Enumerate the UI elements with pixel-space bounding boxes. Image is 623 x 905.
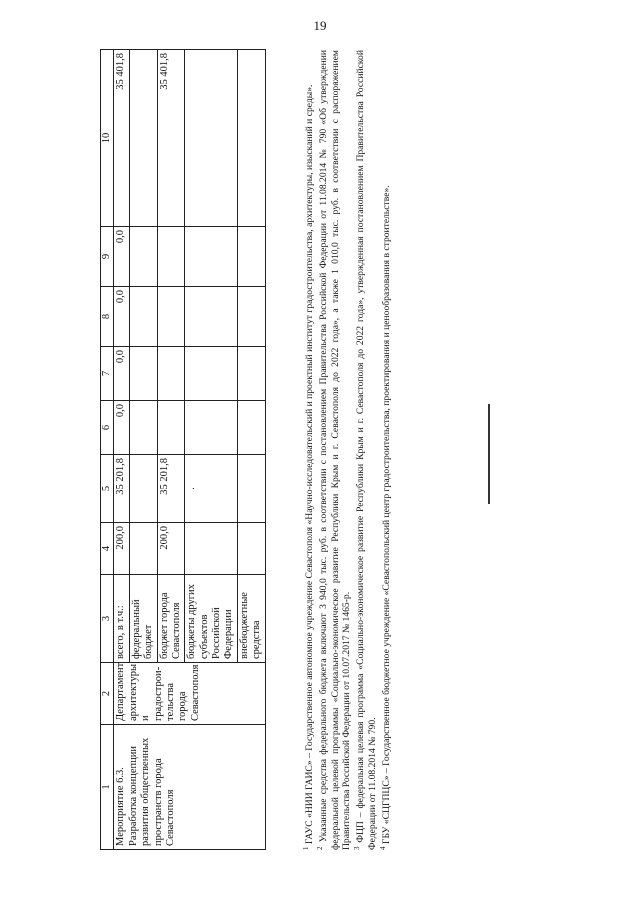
value-cell bbox=[157, 287, 185, 347]
separator-rule bbox=[488, 404, 490, 504]
footnote-mark: 2 bbox=[315, 846, 324, 850]
table-row bbox=[114, 50, 129, 850]
executor-cell: Департамент архитектуры и градострои-тельства города Севастополя bbox=[114, 663, 265, 725]
value-cell bbox=[157, 347, 185, 401]
value-cell: 0,0 bbox=[114, 401, 129, 455]
footnotes bbox=[302, 50, 393, 850]
footnote-2 bbox=[316, 50, 353, 850]
value-cell: . bbox=[185, 455, 238, 523]
source-cell: бюджеты других субъектов Российской Федерации bbox=[185, 575, 238, 663]
header-cell: 9 bbox=[101, 227, 114, 287]
value-cell: 0,0 bbox=[114, 347, 129, 401]
header-cell: 4 bbox=[101, 523, 114, 575]
source-cell: бюджет города Севастополя bbox=[157, 575, 185, 663]
header-cell: 7 bbox=[101, 347, 114, 401]
header-cell: 5 bbox=[101, 455, 114, 523]
footnote-text: ГБУ «СЦГПЦС» – Государственное бюджетное учреждение «Севастопольский центр градостроительства, проектирования и ценообразования в строительстве». bbox=[380, 185, 392, 845]
value-cell: 0,0 bbox=[114, 227, 129, 287]
source-cell: внебюджетные средства bbox=[237, 575, 265, 663]
measure-cell: Мероприятие 6.3. Разработка концепции развития общественных пространств города Севастополя bbox=[114, 725, 265, 850]
value-cell bbox=[129, 50, 157, 227]
value-cell bbox=[237, 455, 265, 523]
footnote-mark: 4 bbox=[378, 846, 387, 850]
value-cell bbox=[129, 455, 157, 523]
value-cell bbox=[129, 287, 157, 347]
value-cell: 200,0 bbox=[157, 523, 185, 575]
header-cell: 6 bbox=[101, 401, 114, 455]
value-cell: 35 401,8 bbox=[157, 50, 185, 227]
financing-table bbox=[100, 49, 266, 850]
footnote-3 bbox=[353, 50, 379, 850]
footnote-text: ГАУС «НИИ ГАИС» – Государственное автономное учреждение Севастополя «Научно-исследовательский и проектный институт градостроительства, архитектуры, изысканий и среды». bbox=[304, 84, 316, 845]
footnote-mark: 1 bbox=[302, 846, 310, 850]
header-cell: 2 bbox=[101, 663, 114, 725]
value-cell bbox=[237, 347, 265, 401]
page-number: 19 bbox=[313, 18, 327, 33]
source-cell: всего, в т.ч.: bbox=[114, 575, 129, 663]
rotated-content bbox=[100, 50, 445, 850]
footnote-1 bbox=[302, 50, 316, 850]
value-cell bbox=[185, 401, 238, 455]
value-cell bbox=[237, 50, 265, 227]
header-row bbox=[101, 50, 114, 850]
value-cell bbox=[237, 523, 265, 575]
value-cell bbox=[237, 227, 265, 287]
footnote-mark: 3 bbox=[353, 846, 362, 850]
header-cell: 10 bbox=[101, 50, 114, 227]
value-cell bbox=[237, 401, 265, 455]
value-cell bbox=[185, 523, 238, 575]
value-cell bbox=[129, 227, 157, 287]
footnote-text: Указанные средства федерального бюджета включают 3 940,0 тыс. руб. в соответствии с постановлением Правительства Российской Федерации от 11.08.2014 № 790 «Об утверждении федеральной целевой программы «Социально-экономическое развитие Республики Крым и г. Севастополя до 2022 года», а также 1 010,0 тыс. руб. в соответствии с распоряжением Правительства Российской Федерации от 10.07.2017 № 1465-р. bbox=[318, 50, 353, 850]
value-cell bbox=[237, 287, 265, 347]
value-cell bbox=[157, 401, 185, 455]
footnote-4 bbox=[379, 50, 393, 850]
value-cell bbox=[157, 227, 185, 287]
footnote-text: ФЦП – федеральная целевая программа «Социально-экономическое развитие Республики Крым и г. Севастополя до 2022 года», утвержденная постановлением Правительства Российской Федерации от 11.08.2014 № 790. bbox=[355, 50, 379, 850]
value-cell: 35 201,8 bbox=[157, 455, 185, 523]
value-cell bbox=[185, 287, 238, 347]
header-cell: 8 bbox=[101, 287, 114, 347]
value-cell: 200,0 bbox=[114, 523, 129, 575]
value-cell: 35 201,8 bbox=[114, 455, 129, 523]
value-cell bbox=[129, 523, 157, 575]
value-cell bbox=[185, 50, 238, 227]
value-cell bbox=[129, 401, 157, 455]
source-cell: федеральный бюджет bbox=[129, 575, 157, 663]
value-cell bbox=[129, 347, 157, 401]
header-cell: 1 bbox=[101, 725, 114, 850]
value-cell bbox=[185, 347, 238, 401]
value-cell bbox=[185, 227, 238, 287]
value-cell: 0,0 bbox=[114, 287, 129, 347]
header-cell: 3 bbox=[101, 575, 114, 663]
value-cell: 35 401,8 bbox=[114, 50, 129, 227]
